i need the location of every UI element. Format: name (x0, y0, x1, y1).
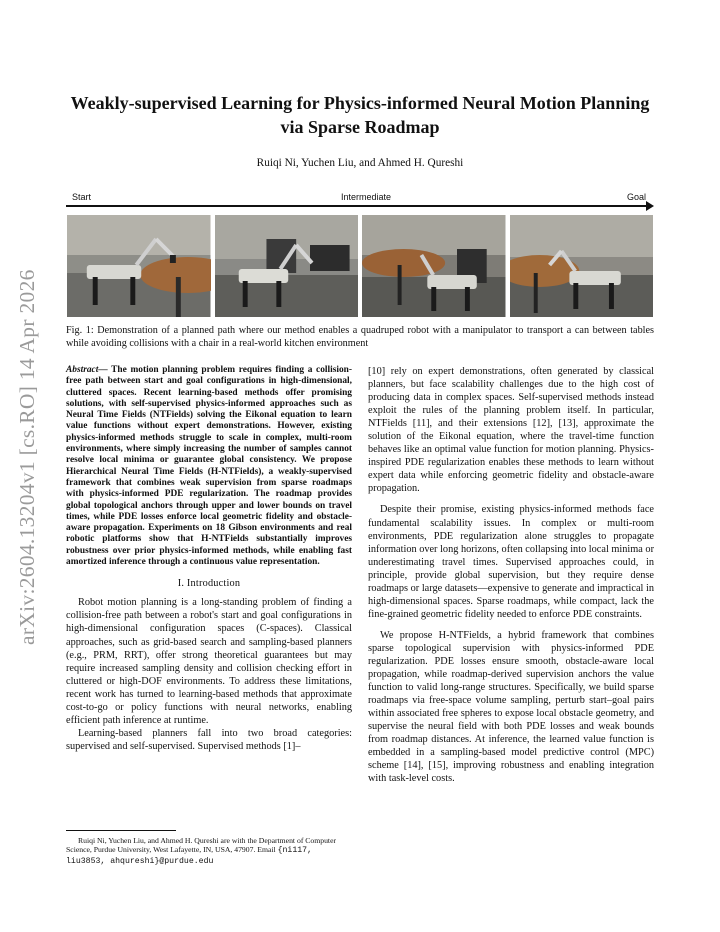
intro-paragraph-2: Learning-based planners fall into two broad categories: supervised and self-supervised. Supervised methods [1]– (66, 727, 352, 752)
abstract-label: Abstract (66, 365, 99, 375)
robot-photo-1 (67, 215, 211, 317)
author-footnote (66, 836, 352, 866)
right-column (368, 365, 654, 793)
right-paragraph-3: We propose H-NTFields, a hybrid framework that combines sparse topological supervision with physics-informed PDE regularization. PDE losses ensure smooth, obstacle-aware local propagation, while roadmap-derived supervision anchors the value function to valid long-range structures. Specifically, we build sparse roadmaps via free-space volume sampling, perturb start–goal pairs within associated free spheres to expose local obstacle geometry, and supervise the neural field with both PDE losses and weak bounds from roadmap distances. At inference, the learned value function is embedded in a sampling-based model predictive control (MPC) scheme [14], [15], improving robustness and enabling integration with task-level costs. (368, 629, 654, 785)
abstract (66, 365, 352, 568)
robot-photo-2 (215, 215, 359, 317)
abstract-text: — The motion planning problem requires finding a collision-free path between start and goal configurations in high-dimensional, cluttered spaces. Recent learning-based methods offer promising solutions, with self-supervised physics-informed approaches such as Neural Time Fields (NTFields) solving the Eikonal equation to learn value functions without expert demonstrations. However, existing physics-informed methods struggle to scale in complex, multi-room environments, where simply increasing the number of samples cannot resolve local minima or guarantee global consistency. We propose Hierarchical Neural Time Fields (H-NTFields), a weakly-supervised framework that combines weak supervision from sparse roadmaps with physics-informed PDE regularization. The roadmap provides global topological anchors through upper and lower bounds on travel times, while PDE losses enforce local geometric fidelity and obstacle-aware propagation. Experiments on 18 Gibson environments and real robotic platforms show that H-NTFields substantially improves robustness over prior physics-informed methods, while enabling fast amortized inference through a continuous value representation. (66, 365, 352, 568)
arrow-label-intermediate: Intermediate (341, 192, 392, 202)
left-column (66, 365, 352, 753)
robot-photo-4 (510, 215, 654, 317)
footnote-text: Ruiqi Ni, Yuchen Liu, and Ahmed H. Qureshi are with the Department of Computer Science, Purdue University, West Lafayette, IN, USA, 47907. Email (66, 836, 337, 855)
robot-photo-3 (362, 215, 506, 317)
right-paragraph-1: [10] rely on expert demonstrations, often generated by classical planners, but face scalability challenges due to the high cost of producing data in complex spaces. Self-supervised methods instead exploit the rules of the planning problem itself. In particular, NTFields [11], and their extensions [12], [13], approximate the solution of the Eikonal equation, where the travel-time function behaves like an optimal value function for motion planning. Physics-inspired PDE regularization enables these methods to learn without expert data while enforcing geometric fidelity and obstacle-aware propagation. (368, 366, 654, 495)
arrow-line (66, 205, 648, 207)
arrow-label-goal: Goal (626, 192, 646, 202)
right-paragraph-2: Despite their promise, existing physics-informed methods face fundamental scalability issues. In complex or multi-room environments, PDE regularization alone struggles to propagate information over long horizons, often collapsing into local minima or underestimating travel times. Supervised approaches could, in principle, provide global supervision, but they require dense roadmaps or large datasets—expensive to generate and impractical in high-dimensional spaces. Sparse roadmaps, while compact, lack the fine-grained geometric fidelity needed to enforce PDE constraints. (368, 504, 654, 620)
footnote-emails: {ni117, liu3853, ahqureshi}@purdue.edu (66, 846, 312, 866)
arxiv-stamp: arXiv:2604.13204v1 [cs.RO] 14 Apr 2026 (15, 269, 39, 645)
figure-caption: Fig. 1: Demonstration of a planned path where our method enables a quadruped robot with a manipulator to transport a can between tables while avoiding collisions with a chair in a real-world kitchen environment (66, 325, 654, 349)
figure-timeline-arrow (66, 192, 654, 212)
arrow-label-start: Start (72, 192, 92, 202)
paper-title: Weakly-supervised Learning for Physics-informed Neural Motion Planning via Sparse Roadmap (70, 93, 650, 137)
intro-paragraph-1: Robot motion planning is a long-standing problem of finding a collision-free path between a robot's start and goal configurations in high-dimensional configuration spaces (C-spaces). Classical approaches, such as grid-based search and sampling-based planners (e.g., PRM, RRT), offer strong theoretical guarantees but may require increased sampling density and collision checking effort in cluttered or high-DOF environments. To address these limitations, recent work has turned to learning-based methods that approximate cost-to-go or policy functions with neural networks, enabling efficient path inference at runtime. (66, 597, 352, 726)
paper-authors: Ruiqi Ni, Yuchen Liu, and Ahmed H. Qureshi (256, 157, 464, 169)
footnote-rule (66, 830, 176, 831)
arrow-head (646, 201, 654, 211)
figure-photo-strip (67, 215, 653, 317)
section-heading-introduction: I. Introduction (177, 578, 241, 590)
